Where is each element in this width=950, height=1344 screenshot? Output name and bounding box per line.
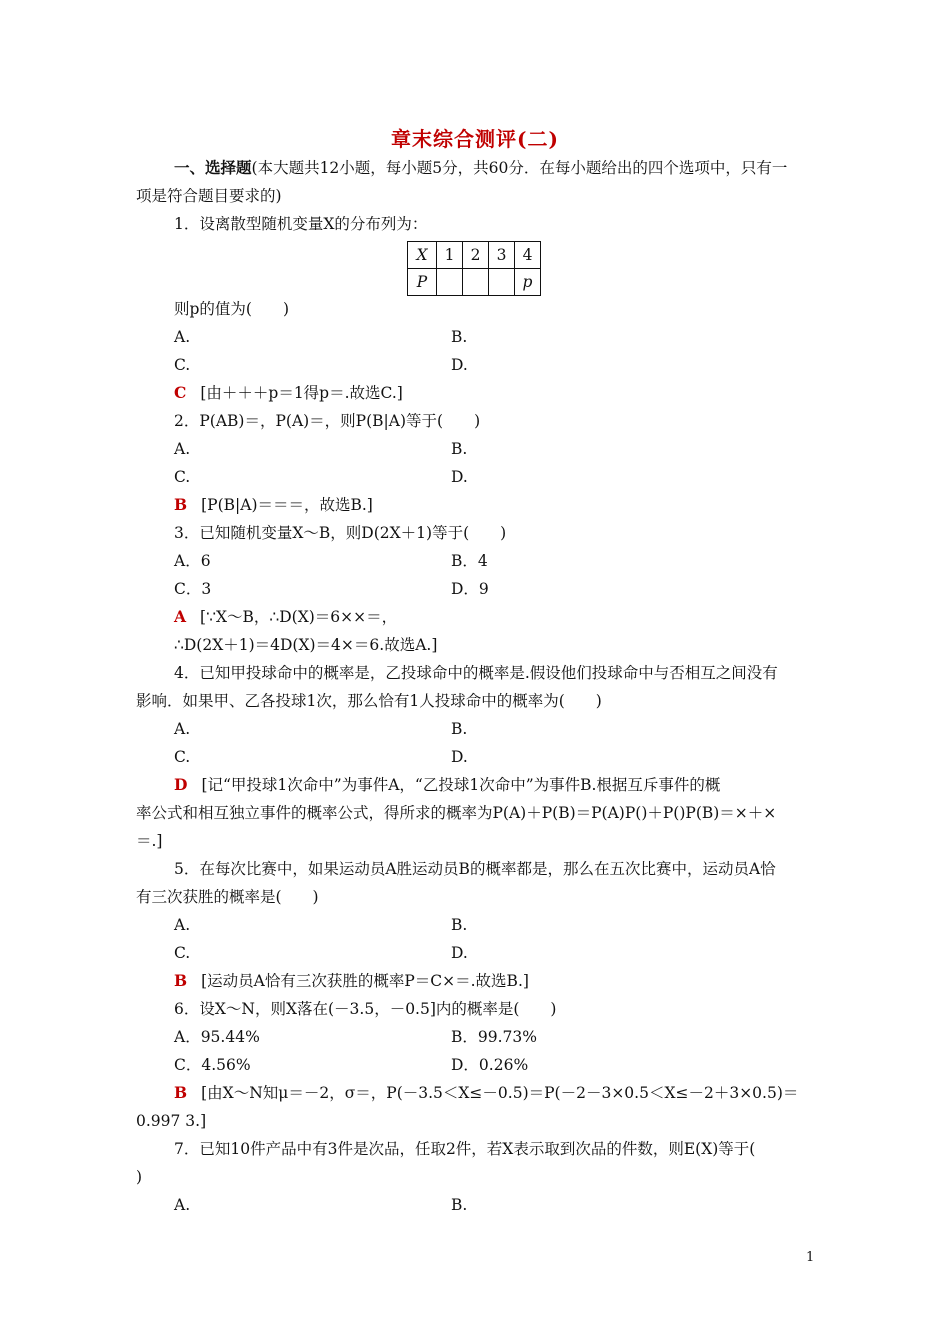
q7-option-b: B. bbox=[451, 1196, 468, 1214]
section-heading: 一、选择题 bbox=[174, 158, 252, 177]
solution-text: [P(B|A)＝＝＝，故选B.] bbox=[201, 496, 373, 514]
q1-stem: 1．设离散型随机变量X的分布列为： bbox=[174, 215, 428, 233]
q6-solution-cont: 0.997 3.] bbox=[136, 1112, 207, 1130]
q3-solution bbox=[174, 607, 397, 627]
answer-letter: B bbox=[174, 495, 188, 514]
table-cell: 2 bbox=[463, 242, 489, 269]
q6-stem: 6．设X～N，则X落在(－3.5，－0.5]内的概率是( ) bbox=[174, 1000, 557, 1018]
solution-text: [记“甲投球1次命中”为事件A，“乙投球1次命中”为事件B.根据互斥事件的概 bbox=[201, 776, 721, 794]
table-cell: p bbox=[515, 269, 541, 296]
q3-option-d: D．9 bbox=[451, 580, 489, 598]
solution-text: [∵X～B，∴D(X)＝6××＝， bbox=[200, 608, 398, 626]
q2-option-c: C. bbox=[174, 468, 191, 486]
table-cell: 3 bbox=[489, 242, 515, 269]
q5-option-c: C. bbox=[174, 944, 191, 962]
answer-letter: B bbox=[174, 1083, 188, 1102]
q1-ask: 则p的值为( ) bbox=[174, 300, 290, 318]
q4-option-d: D. bbox=[451, 748, 468, 766]
q2-option-b: B. bbox=[451, 440, 468, 458]
answer-letter: B bbox=[174, 971, 188, 990]
table-row bbox=[408, 242, 541, 269]
q6-option-a: A．95.44% bbox=[174, 1028, 260, 1046]
table-cell: X bbox=[408, 242, 437, 269]
q5-option-d: D. bbox=[451, 944, 468, 962]
table-cell bbox=[489, 269, 515, 296]
solution-text: [由＋＋＋p＝1得p＝.故选C.] bbox=[200, 384, 403, 402]
q4-solution-cont: 率公式和相互独立事件的概率公式，得所求的概率为P(A)＋P(B)＝P(A)P()＋P()P(B)＝×＋× bbox=[136, 804, 777, 822]
q4-option-b: B. bbox=[451, 720, 468, 738]
q6-option-b: B．99.73% bbox=[451, 1028, 537, 1046]
q5-solution bbox=[174, 971, 529, 991]
q4-option-c: C. bbox=[174, 748, 191, 766]
q3-solution-cont: ∴D(2X＋1)＝4D(X)＝4×＝6.故选A.] bbox=[174, 636, 438, 654]
q4-stem: 4．已知甲投球命中的概率是，乙投球命中的概率是.假设他们投球命中与否相互之间没有 bbox=[174, 664, 778, 682]
distribution-table bbox=[407, 241, 541, 296]
solution-text: [运动员A恰有三次获胜的概率P＝C×＝.故选B.] bbox=[201, 972, 529, 990]
q6-option-c: C．4.56% bbox=[174, 1056, 251, 1074]
table-cell: 1 bbox=[437, 242, 463, 269]
answer-letter: D bbox=[174, 775, 188, 794]
q5-stem-cont: 有三次获胜的概率是( ) bbox=[136, 888, 319, 906]
q7-stem: 7．已知10件产品中有3件是次品，任取2件，若X表示取到次品的件数，则E(X)等于( bbox=[174, 1140, 756, 1158]
q6-option-d: D．0.26% bbox=[451, 1056, 529, 1074]
q1-option-d: D. bbox=[451, 356, 468, 374]
q5-option-b: B. bbox=[451, 916, 468, 934]
page-number: 1 bbox=[806, 1250, 815, 1265]
q3-option-a: A．6 bbox=[174, 552, 211, 570]
q4-option-a: A. bbox=[174, 720, 191, 738]
q2-option-a: A. bbox=[174, 440, 191, 458]
table-cell bbox=[463, 269, 489, 296]
q4-solution bbox=[174, 775, 720, 795]
table-row bbox=[408, 269, 541, 296]
section-intro bbox=[174, 158, 787, 178]
page-title: 章末综合测评(二) bbox=[391, 127, 559, 151]
table-cell: 4 bbox=[515, 242, 541, 269]
q4-stem-cont: 影响．如果甲、乙各投球1次，那么恰有1人投球命中的概率为( ) bbox=[136, 692, 602, 710]
q2-stem: 2．P(AB)＝，P(A)＝，则P(B|A)等于( ) bbox=[174, 412, 481, 430]
q3-stem: 3．已知随机变量X～B，则D(2X＋1)等于( ) bbox=[174, 524, 507, 542]
q1-solution bbox=[174, 383, 403, 403]
q3-option-c: C．3 bbox=[174, 580, 212, 598]
answer-letter: C bbox=[174, 383, 187, 402]
table-cell: P bbox=[408, 269, 437, 296]
section-intro-cont: 项是符合题目要求的) bbox=[136, 187, 282, 205]
q2-option-d: D. bbox=[451, 468, 468, 486]
solution-text: [由X～N知μ＝－2，σ＝，P(－3.5＜X≤－0.5)＝P(－2－3×0.5＜X≤－2＋3×0.5)＝ bbox=[201, 1084, 799, 1102]
q4-solution-end: ＝.] bbox=[136, 832, 163, 850]
answer-letter: A bbox=[174, 607, 187, 626]
q1-option-b: B. bbox=[451, 328, 468, 346]
section-intro-text: (本大题共12小题，每小题5分，共60分．在每小题给出的四个选项中，只有一 bbox=[251, 159, 788, 177]
q7-stem-cont: ) bbox=[136, 1168, 143, 1186]
q2-solution bbox=[174, 495, 373, 515]
q5-option-a: A. bbox=[174, 916, 191, 934]
q7-option-a: A. bbox=[174, 1196, 191, 1214]
q3-option-b: B．4 bbox=[451, 552, 488, 570]
q1-option-a: A. bbox=[174, 328, 191, 346]
q5-stem: 5．在每次比赛中，如果运动员A胜运动员B的概率都是，那么在五次比赛中，运动员A恰 bbox=[174, 860, 776, 878]
q6-solution bbox=[174, 1083, 798, 1103]
table-cell bbox=[437, 269, 463, 296]
q1-option-c: C. bbox=[174, 356, 191, 374]
